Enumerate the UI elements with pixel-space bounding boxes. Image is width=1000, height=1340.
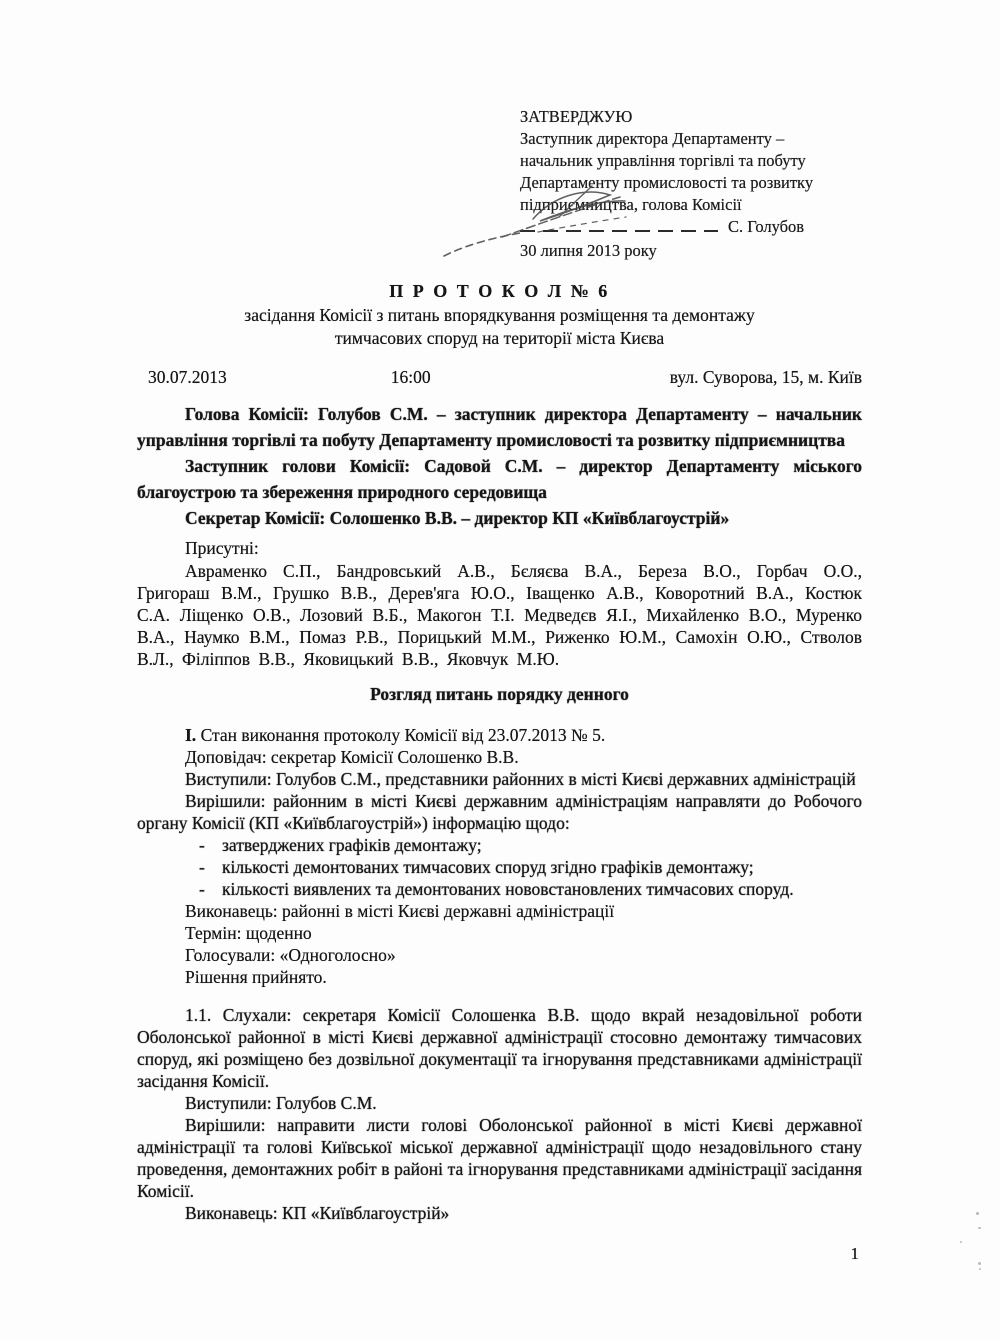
approval-block bbox=[520, 106, 865, 262]
signature-line bbox=[520, 217, 718, 232]
bullet-dash-marker: - bbox=[199, 879, 205, 899]
item1-term: Термін: щоденно bbox=[185, 923, 312, 943]
commission-chair: Голова Комісії: Голубов С.М. – заступник директора Департаменту – начальник управління торгівлі та побуту Департаменту промисловості та розвитку підприємництва bbox=[137, 404, 862, 450]
item1-number: І. bbox=[185, 725, 197, 745]
item1-decision: Рішення прийнято. bbox=[185, 967, 327, 987]
approval-date: 30 липня 2013 року bbox=[520, 241, 657, 260]
agenda-item-1-1 bbox=[137, 1004, 862, 1224]
officials-block bbox=[137, 401, 862, 531]
scan-artifact-speck bbox=[978, 1227, 981, 1229]
item1-1-resolved: Вирішили: направити листи голові Оболонської районної в місті Києві державної адміністрації та голові Київської міської державної адміністрації щодо незадовільного стану проведення, демонтажних робіт в районі та ігнорування представниками адміністрації засідання Комісії. bbox=[137, 1115, 862, 1201]
item1-1-executor: Виконавець: КП «Київблагоустрій» bbox=[185, 1203, 450, 1223]
attendees-label: Присутні: bbox=[185, 538, 259, 558]
scan-artifact-speck bbox=[978, 1262, 981, 1265]
item1-title-text: Стан виконання протоколу Комісії від 23.07.2013 № 5. bbox=[196, 725, 606, 745]
attendees-names: Авраменко С.П., Бандровський А.В., Бєляєва В.А., Береза В.О., Горбач О.О., Григораш В.М., Грушко В.В., Дерев'яга Ю.О., Іващенко А.В., Коворотний В.А., Костюк С.А. Ліщенко О.В., Лозовий В.Б., Макогон Т.І. Медведєв Я.І., Михайленко В.О., Муренко В.А., Наумко В.М., Помаз Р.В., Порицький М.М., Риженко Ю.М., Самохін О.Ю., Стволов В.Л., Філіппов В.В., Яковицький В.В., Яковчук М.Ю. bbox=[137, 561, 862, 669]
scan-artifact-speck bbox=[979, 1268, 981, 1270]
item1-bullet-3-text: кількості виявлених та демонтованих нововстановлених тимчасових споруд. bbox=[222, 879, 794, 899]
meeting-date: 30.07.2013 bbox=[148, 367, 227, 387]
item1-bullet-2 bbox=[137, 856, 862, 878]
signature-row bbox=[520, 216, 865, 240]
page-number: 1 bbox=[850, 1244, 859, 1263]
meeting-time: 16:00 bbox=[390, 367, 431, 387]
bullet-dash-marker: - bbox=[199, 835, 205, 855]
approval-title-line-4: підприємництва, голова Комісії bbox=[520, 195, 742, 214]
item1-speakers: Виступили: Голубов С.М., представники районних в місті Києві державних адміністрацій bbox=[185, 769, 856, 789]
commission-secretary: Секретар Комісії: Солошенко В.В. – директор КП «Київблагоустрій» bbox=[185, 508, 730, 528]
approval-label: ЗАТВЕРДЖУЮ bbox=[520, 107, 633, 126]
meeting-meta-row bbox=[137, 365, 862, 389]
item1-bullet-3 bbox=[137, 878, 862, 900]
item1-reporter: Доповідач: секретар Комісії Солошенко В.В. bbox=[185, 747, 519, 767]
approval-title-line-2: начальник управління торгівлі та побуту bbox=[520, 151, 806, 170]
agenda-heading: Розгляд питань порядку денного bbox=[370, 684, 629, 704]
scan-artifact-speck bbox=[960, 1241, 962, 1243]
approval-title-line-3: Департаменту промисловості та розвитку bbox=[520, 173, 814, 192]
protocol-title: П Р О Т О К О Л № 6 bbox=[389, 281, 610, 301]
signer-name: С. Голубов bbox=[728, 217, 805, 236]
protocol-subtitle-2: тимчасових споруд на території міста Києва bbox=[334, 328, 665, 348]
protocol-subtitle-1: засідання Комісії з питань впорядкування розміщення та демонтажу bbox=[244, 305, 755, 325]
meeting-location: вул. Суворова, 15, м. Київ bbox=[669, 367, 862, 387]
item1-1-speakers: Виступили: Голубов С.М. bbox=[185, 1093, 377, 1113]
item1-resolved: Вирішили: районним в місті Києві державним адміністраціям направляти до Робочого органу Комісії (КП «Київблагоустрій») інформацію щодо: bbox=[137, 791, 862, 833]
item1-1-heard: 1.1. Слухали: секретаря Комісії Солошенка В.В. щодо вкрай незадовільної роботи Оболонської районної в місті Києві державної адміністрації стосовно демонтажу тимчасових споруд, які розміщено без дозвільної документації та ігнорування представниками адміністрації засідання Комісії. bbox=[137, 1005, 862, 1091]
approval-title-line-1: Заступник директора Департаменту – bbox=[520, 129, 785, 148]
scan-artifact-speck bbox=[976, 1212, 979, 1215]
agenda-item-1 bbox=[137, 724, 862, 988]
item1-bullet-2-text: кількості демонтованих тимчасових споруд згідно графіків демонтажу; bbox=[222, 857, 754, 877]
bullet-dash-marker: - bbox=[199, 857, 205, 877]
item1-executor: Виконавець: районні в місті Києві державні адміністрації bbox=[185, 901, 615, 921]
item1-bullet-1 bbox=[137, 834, 862, 856]
commission-deputy-chair: Заступник голови Комісії: Садовой С.М. – директор Департаменту міського благоустрою та збереження природного середовища bbox=[137, 456, 862, 502]
item1-bullet-1-text: затверджених графіків демонтажу; bbox=[222, 835, 482, 855]
item1-voting: Голосували: «Одноголосно» bbox=[185, 945, 396, 965]
item1-title bbox=[137, 724, 862, 746]
